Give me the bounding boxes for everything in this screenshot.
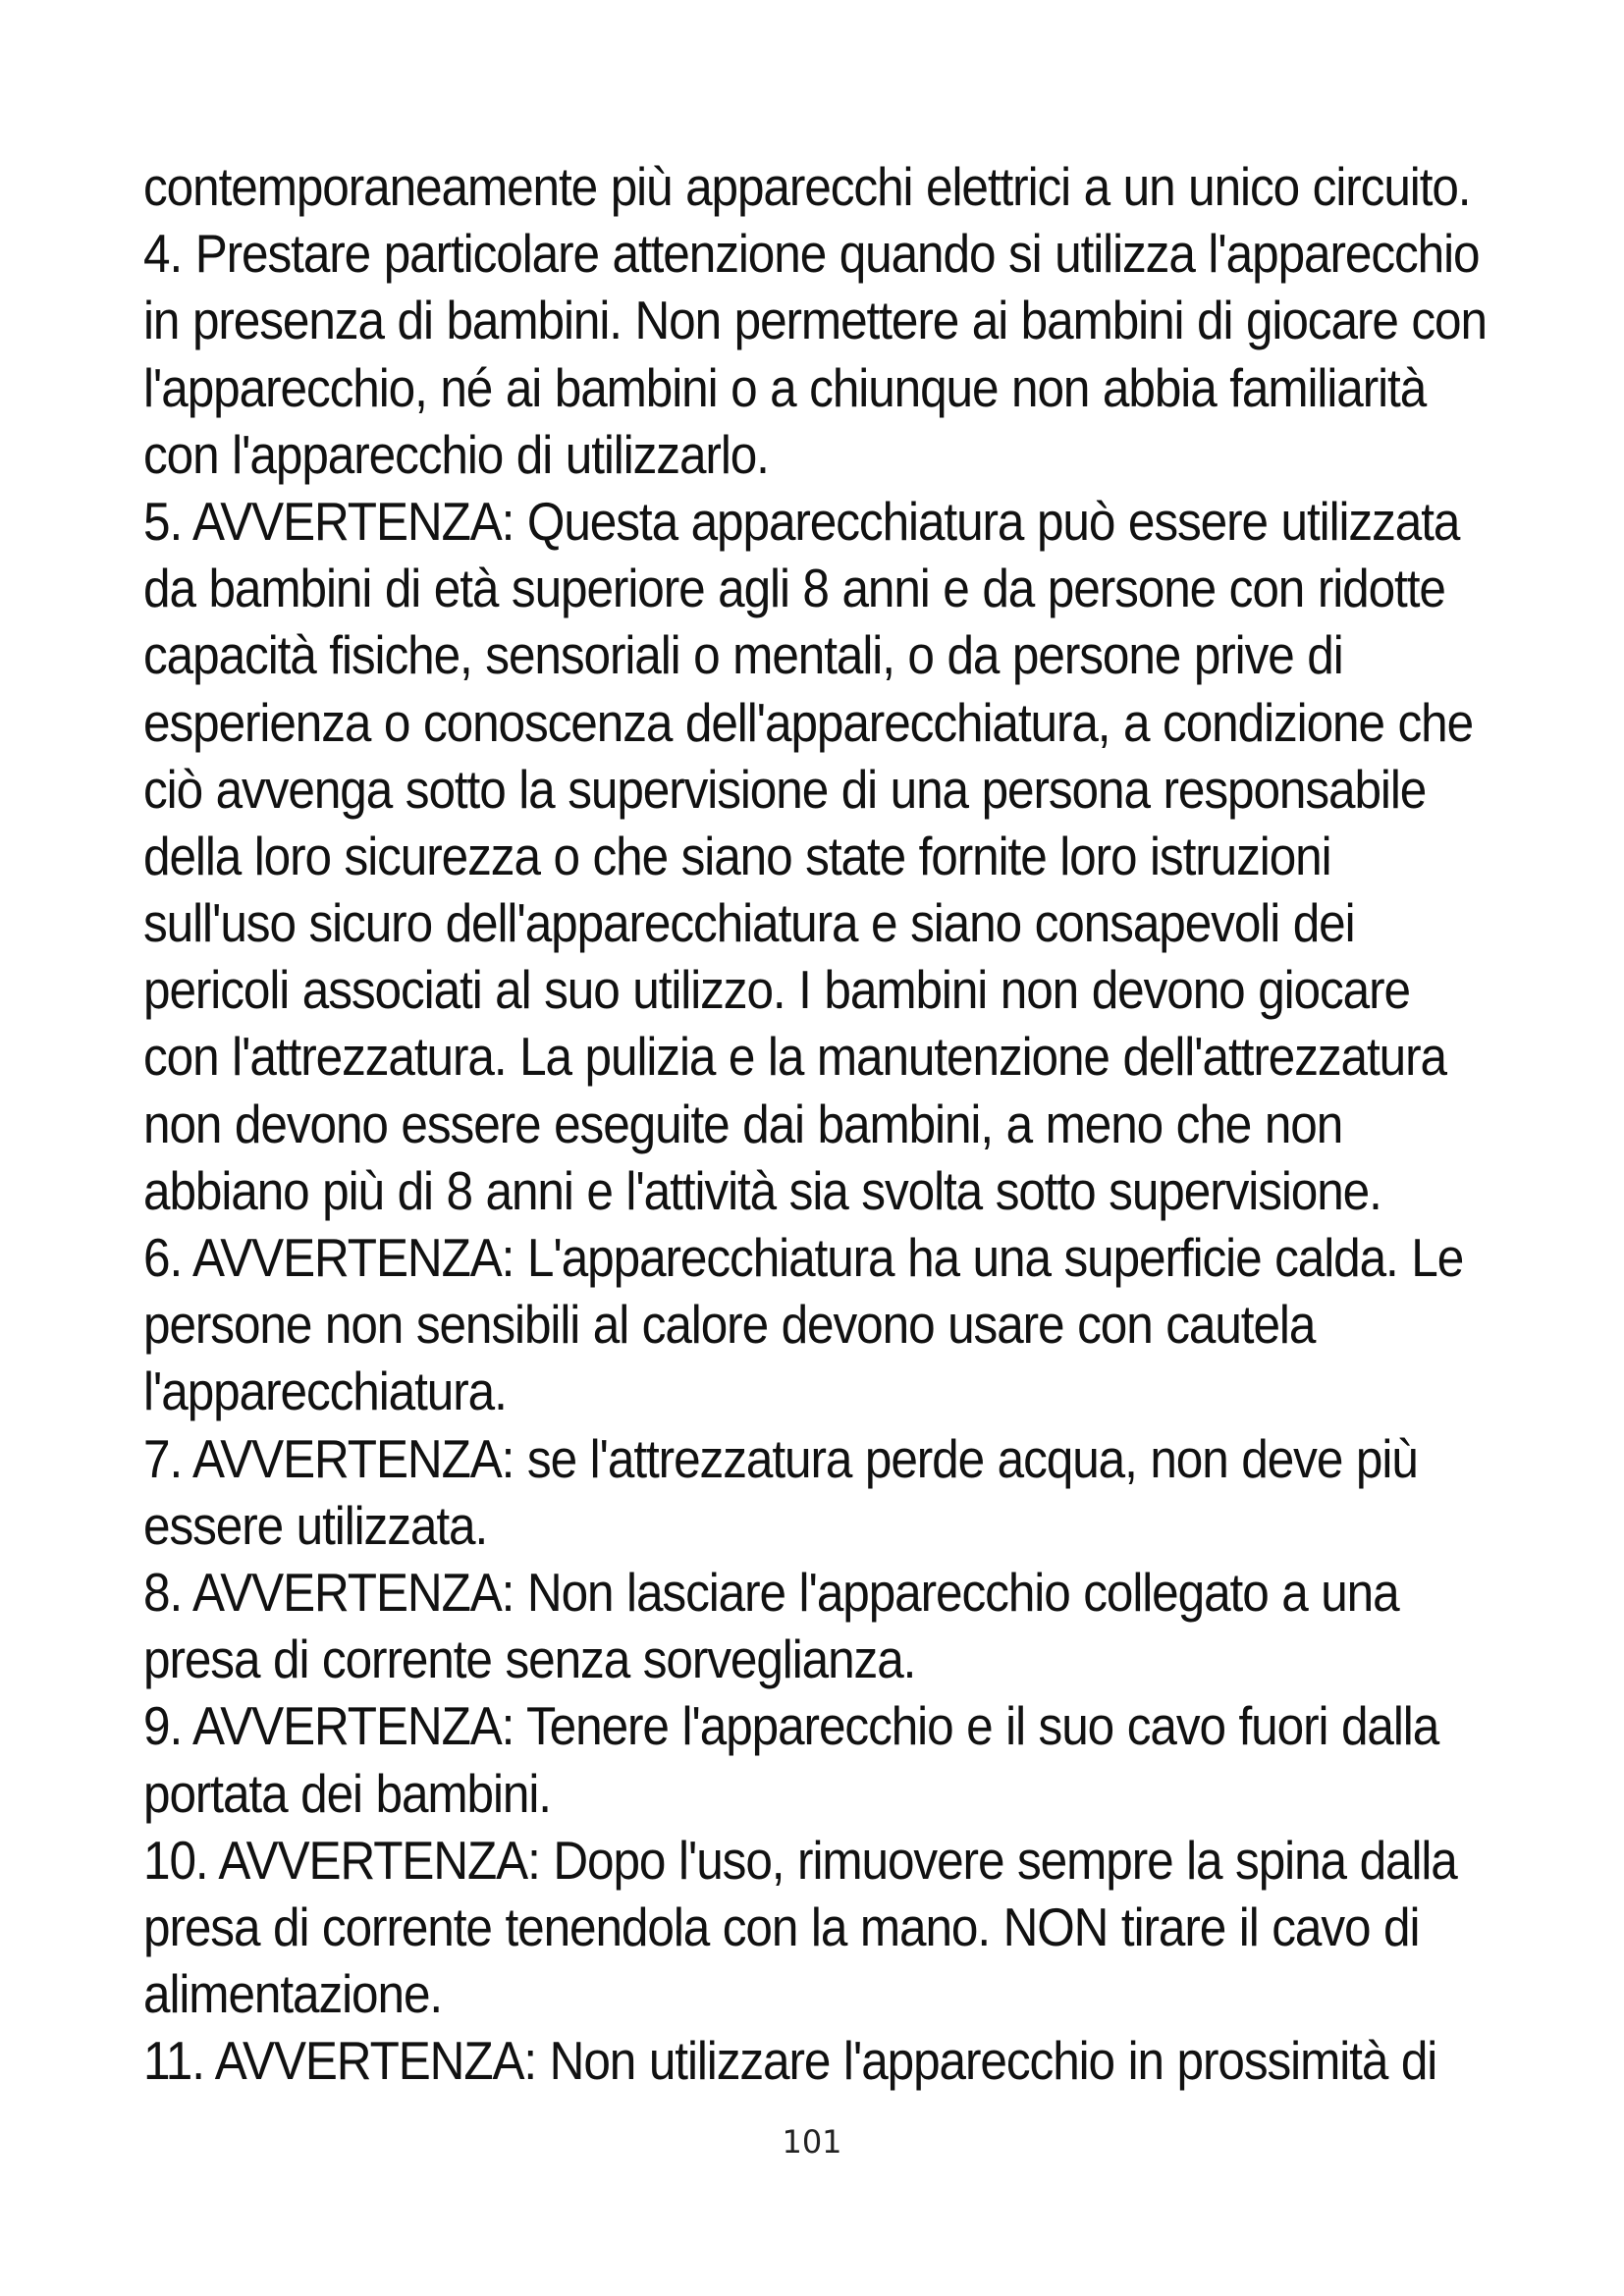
text-line: portata dei bambini. <box>143 1762 551 1824</box>
text-line: 6. AVVERTENZA: L'apparecchiatura ha una superficie calda. Le <box>143 1227 1464 1288</box>
text-line: 5. AVVERTENZA: Questa apparecchiatura può essere utilizzata <box>143 490 1460 552</box>
text-line: 11. AVVERTENZA: Non utilizzare l'apparecchio in prossimità di <box>143 2030 1437 2092</box>
text-line: 4. Prestare particolare attenzione quando si utilizza l'apparecchio <box>143 223 1480 285</box>
text-line: l'apparecchio, né ai bambini o a chiunque non abbia familiarità <box>143 356 1427 418</box>
page-number: 101 <box>782 2123 842 2161</box>
text-line: 7. AVVERTENZA: se l'attrezzatura perde acqua, non deve più <box>143 1427 1418 1489</box>
text-line: con l'apparecchio di utilizzarlo. <box>143 423 769 485</box>
body-text <box>143 153 1540 2094</box>
text-line: esperienza o conoscenza dell'apparecchiatura, a condizione che <box>143 691 1474 753</box>
text-line: 8. AVVERTENZA: Non lasciare l'apparecchio collegato a una <box>143 1561 1399 1623</box>
text-line: presa di corrente tenendola con la mano. NON tirare il cavo di <box>143 1896 1420 1957</box>
text-line: in presenza di bambini. Non permettere ai bambini di giocare con <box>143 290 1487 351</box>
text-line: con l'attrezzatura. La pulizia e la manutenzione dell'attrezzatura <box>143 1026 1446 1088</box>
text-line: abbiano più di 8 anni e l'attività sia svolta sotto supervisione. <box>143 1159 1381 1221</box>
text-line: contemporaneamente più apparecchi elettrici a un unico circuito. <box>143 156 1471 217</box>
text-line: persone non sensibili al calore devono usare con cautela <box>143 1294 1316 1356</box>
text-line: sull'uso sicuro dell'apparecchiatura e siano consapevoli dei <box>143 892 1355 954</box>
text-line: da bambini di età superiore agli 8 anni e da persone con ridotte <box>143 558 1445 619</box>
text-line: capacità fisiche, sensoriali o mentali, o da persone prive di <box>143 624 1343 686</box>
text-line: alimentazione. <box>143 1963 443 2025</box>
text-line: l'apparecchiatura. <box>143 1361 507 1422</box>
text-line: della loro sicurezza o che siano state fornite loro istruzioni <box>143 825 1331 886</box>
text-line: essere utilizzata. <box>143 1494 488 1556</box>
text-line: presa di corrente senza sorveglianza. <box>143 1629 916 1690</box>
text-line: 9. AVVERTENZA: Tenere l'apparecchio e il suo cavo fuori dalla <box>143 1695 1439 1757</box>
text-line: 10. AVVERTENZA: Dopo l'uso, rimuovere sempre la spina dalla <box>143 1829 1457 1891</box>
text-line: ciò avvenga sotto la supervisione di una persona responsabile <box>143 758 1427 820</box>
text-line: non devono essere eseguite dai bambini, a meno che non <box>143 1093 1343 1154</box>
text-line: pericoli associati al suo utilizzo. I bambini non devono giocare <box>143 959 1410 1021</box>
